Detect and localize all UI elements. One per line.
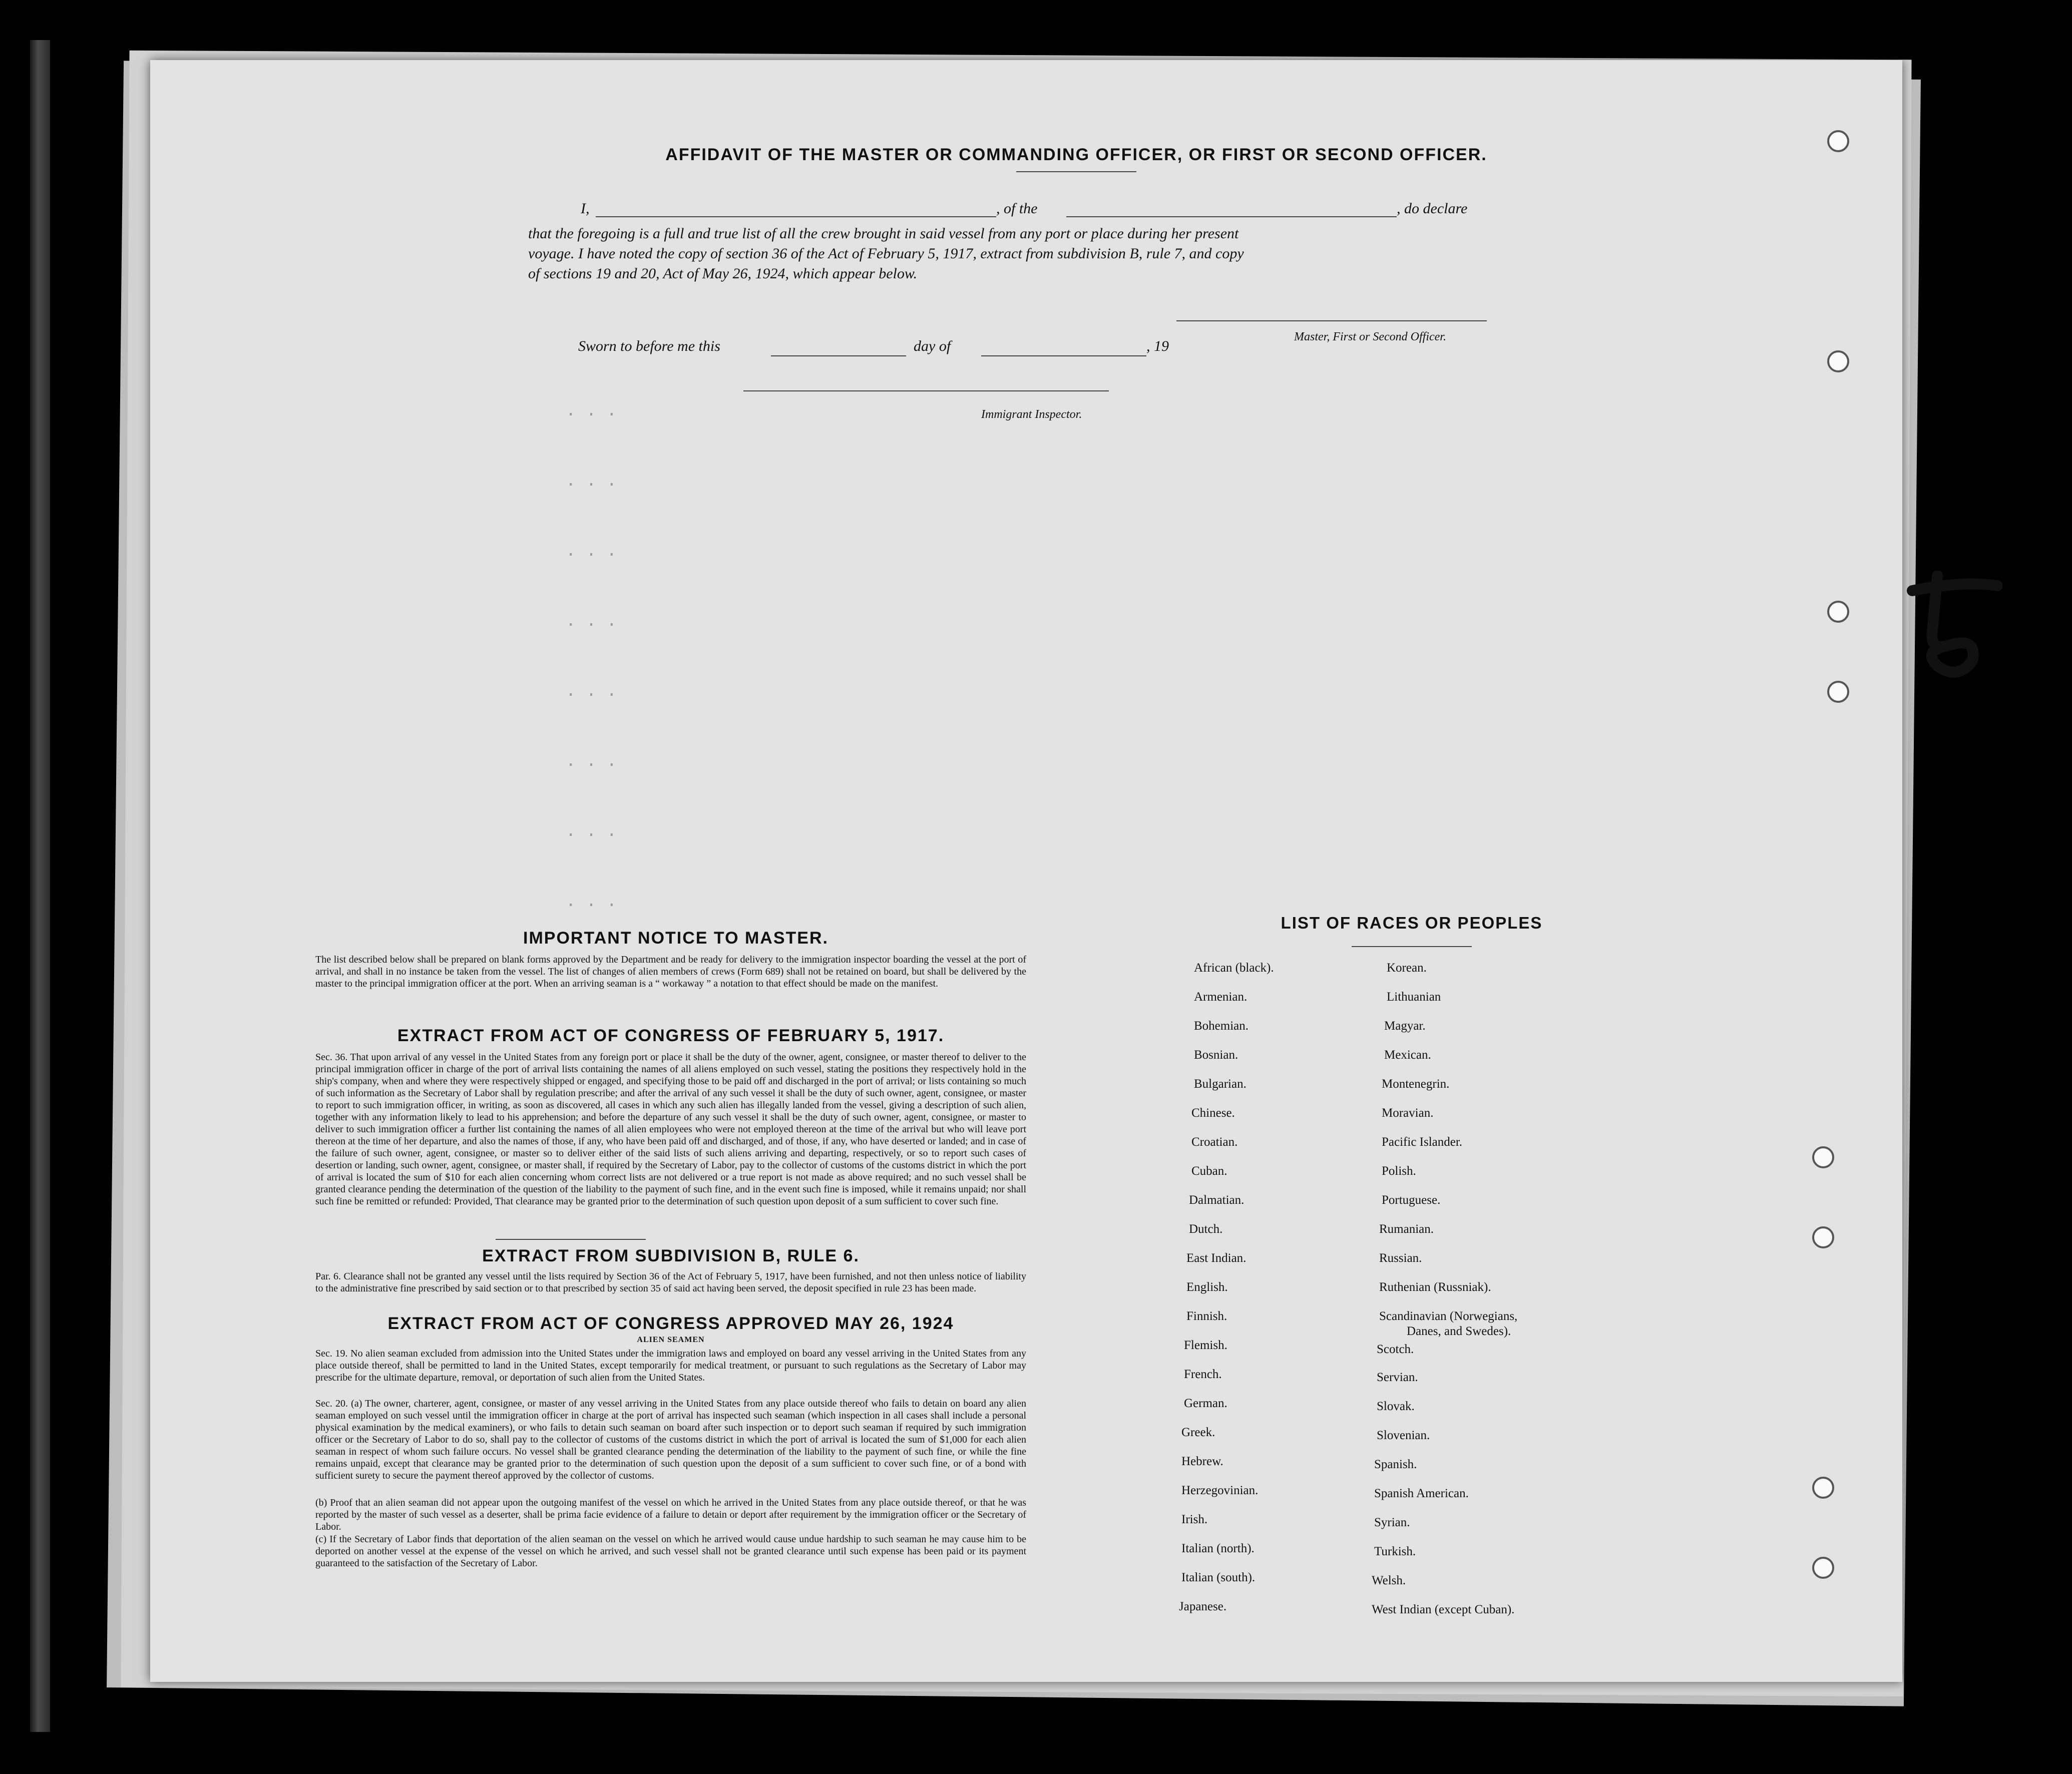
bleed-through-mark: · · ·: [566, 756, 617, 775]
notice-text: The list described below shall be prepared on blank forms approved by the Department and be ready for delivery to the immigration inspector boarding the vessel at the port of arrival, and shall in no instance be taken from the vessel. The list of changes of alien members of crews (Form 689) shall not be retained on board, but shall be delivered by the master to the principal immigration officer at the port. When an arriving seaman is a “ workaway ” a notation to that effect should be made on the manifest.: [315, 954, 1026, 989]
race-item: Finnish.: [1186, 1309, 1227, 1323]
race-item: Cuban.: [1191, 1164, 1227, 1178]
race-item: German.: [1184, 1397, 1227, 1410]
race-item: Hebrew.: [1181, 1455, 1223, 1468]
race-item: Montenegrin.: [1382, 1077, 1450, 1091]
sec-20b-text: (b) Proof that an alien seaman did not appear upon the outgoing manifest of the vessel on which he arrived in the United States from any place outside thereof, or that he was reported by the master of such vessel as a deserter, shall be prima facie evidence of a failure to detain or deport after requirement by the immigration officer or the Secretary of Labor.: [315, 1497, 1026, 1532]
affidavit-text-line-3: of sections 19 and 20, Act of May 26, 1924, which appear below.: [528, 265, 918, 282]
race-item: Italian (south).: [1181, 1571, 1256, 1584]
race-item: West Indian (except Cuban).: [1372, 1603, 1515, 1616]
affidavit-of-the: , of the: [996, 200, 1038, 217]
bleed-through-mark: · · ·: [566, 616, 617, 635]
race-item: Magyar.: [1384, 1019, 1426, 1033]
punch-hole: [1812, 1557, 1834, 1579]
bleed-through-mark: · · ·: [566, 896, 617, 915]
race-item: Polish.: [1382, 1164, 1416, 1178]
race-item: Herzegovinian.: [1181, 1484, 1259, 1497]
race-item: Pacific Islander.: [1382, 1135, 1463, 1149]
punch-hole: [1812, 1477, 1834, 1499]
bleed-through-mark: · · ·: [566, 686, 617, 705]
bleed-through-mark: · · ·: [566, 476, 617, 495]
races-title-rule: [1352, 946, 1472, 947]
sworn-label: Sworn to before me this: [578, 338, 720, 354]
name-blank-line: [596, 216, 996, 217]
race-item: Syrian.: [1374, 1516, 1410, 1529]
race-item: French.: [1184, 1368, 1222, 1381]
race-item: Flemish.: [1184, 1339, 1227, 1352]
race-item: Portuguese.: [1382, 1193, 1441, 1207]
subdivision-text: Par. 6. Clearance shall not be granted any vessel until the lists required by Section 36 of the Act of February 5, 1917, have been furnished, and not then unless notice of liability to the administrative fine prescribed by said section or to that prescribed by section 35 of said act having been served, the deposit specified in rule 23 has been made.: [315, 1271, 1026, 1294]
punch-hole: [1812, 1146, 1834, 1168]
race-item: Croatian.: [1191, 1135, 1238, 1149]
race-item: Slovenian.: [1377, 1429, 1430, 1442]
race-item: Spanish American.: [1374, 1487, 1469, 1500]
punch-hole: [1827, 130, 1849, 152]
handwritten-mark: [1902, 571, 2002, 681]
section-rule: [496, 1239, 646, 1240]
race-item: Rumanian.: [1379, 1222, 1434, 1236]
race-item: Irish.: [1181, 1513, 1208, 1526]
bleed-through-mark: · · ·: [566, 405, 617, 424]
bleed-through-mark: · · ·: [566, 546, 617, 565]
race-item: Korean.: [1387, 961, 1427, 975]
race-item: Spanish.: [1374, 1458, 1417, 1471]
race-item: Servian.: [1377, 1371, 1418, 1384]
race-item: Scotch.: [1377, 1343, 1414, 1356]
sworn-month-line: [981, 355, 1146, 356]
punch-hole: [1827, 601, 1849, 623]
title-rule: [1016, 171, 1136, 172]
race-item: Dalmatian.: [1189, 1193, 1245, 1207]
extract-1924-title: EXTRACT FROM ACT OF CONGRESS APPROVED MAY 26, 1924: [387, 1314, 954, 1333]
signature-line: [1176, 320, 1487, 321]
subdivision-title: EXTRACT FROM SUBDIVISION B, RULE 6.: [482, 1246, 860, 1265]
race-item: Ruthenian (Russniak).: [1379, 1280, 1491, 1294]
punch-hole: [1827, 350, 1849, 372]
extract-1917-text: Sec. 36. That upon arrival of any vessel in the United States from any foreign port or place it shall be the duty of the owner, agent, consignee, or master thereof to deliver to the principal immigration officer in charge of the port of arrival lists containing the names of all aliens employed on such vessel, stating the positions they respectively hold in the ship's company, when and where they were respectively shipped or engaged, and specifying those to be paid off and discharged in the port of arrival; or lists containing so much of such information as the Secretary of Labor shall by regulation prescribe; and after the arrival of any such vessel it shall be the duty of such owner, agent, consignee, or master to report to such immigration officer, in writing, as soon as discovered, all cases in which any such alien has illegally landed from the vessel, giving a description of such alien, together with any information likely to lead to his apprehension; and before the departure of any such vessel it shall be the duty of such owner, agent, consignee, or master to deliver to such immigration officer a further list containing the names of all alien employees who were not employed thereon at the time of the arrival but who will leave port thereon at the time of her departure, and also the names of those, if any, who have been paid off and discharged, and of those, if any, who have deserted or landed; and in case of the failure of such owner, agent, consignee, or master so to deliver either of the said lists of such aliens arriving and departing, respectively, or so to report such cases of desertion or landing, such owner, agent, consignee, or master shall, if required by the Secretary of Labor, pay to the collector of customs of the customs district in which the port of arrival is located the sum of $10 for each alien concerning whom correct lists are not delivered or a true report is not made as above required; and no such vessel shall be granted clearance pending the determination of the question of the liability to the payment of such fine, and in the event such fine is imposed, while it remains unpaid; nor shall such fine be remitted or refunded: Provided, That clearance may be granted prior to the determination of such question upon deposit of a sum sufficient to cover such fine.: [315, 1052, 1026, 1207]
race-item: Welsh.: [1372, 1574, 1406, 1587]
race-item: Slovak.: [1377, 1400, 1415, 1413]
affidavit-do-declare: , do declare: [1397, 200, 1468, 217]
punch-hole: [1827, 681, 1849, 703]
document-page: [150, 60, 1902, 1682]
race-item: Bulgarian.: [1194, 1077, 1247, 1091]
race-item: Mexican.: [1384, 1048, 1431, 1062]
bleed-through-mark: · · ·: [566, 826, 617, 845]
affidavit-text-line-1: that the foregoing is a full and true list of all the crew brought in said vessel from any port or place during her present: [528, 225, 1239, 242]
race-item: Greek.: [1181, 1426, 1215, 1439]
affidavit-i-label: I,: [581, 200, 590, 217]
race-item: Moravian.: [1382, 1106, 1434, 1120]
races-title: LIST OF RACES OR PEOPLES: [1281, 914, 1543, 932]
sec-19-text: Sec. 19. No alien seaman excluded from admission into the United States under the immigration laws and employed on board any vessel arriving in the United States from any place outside thereof, shall be permitted to land in the United States, except temporarily for medical treatment, or pursuant to such regulations as the Secretary of Labor may prescribe for the ultimate departure, removal, or deportation of such alien from the United States.: [315, 1348, 1026, 1383]
race-item: Russian.: [1379, 1251, 1422, 1265]
race-item: East Indian.: [1186, 1251, 1247, 1265]
sec-20c-text: (c) If the Secretary of Labor finds that deportation of the alien seaman on the vessel on which he arrived would cause undue hardship to such seaman he may cause him to be deported on another vessel at the expense of the vessel on which he arrived, and such vessel shall not be granted clearance until such expense has been paid or its payment guaranteed to the satisfaction of the Secretary of Labor.: [315, 1534, 1026, 1569]
vessel-blank-line: [1066, 216, 1397, 217]
notice-title: IMPORTANT NOTICE TO MASTER.: [523, 929, 828, 948]
inspector-signature-line: [743, 390, 1109, 391]
extract-1917-title: EXTRACT FROM ACT OF CONGRESS OF FEBRUARY 5, 1917.: [397, 1026, 945, 1045]
race-item: Dutch.: [1189, 1222, 1223, 1236]
day-of-label: day of: [914, 338, 951, 354]
inspector-caption: Immigrant Inspector.: [981, 408, 1082, 421]
race-item: Turkish.: [1374, 1545, 1416, 1558]
race-item: Scandinavian (Norwegians,: [1379, 1309, 1518, 1323]
race-item: Armenian.: [1194, 990, 1248, 1004]
race-item: Chinese.: [1191, 1106, 1235, 1120]
punch-hole: [1812, 1226, 1834, 1248]
sworn-day-line: [771, 355, 906, 356]
race-item: Bosnian.: [1194, 1048, 1238, 1062]
year-label: , 19: [1146, 338, 1169, 354]
race-item: English.: [1186, 1280, 1228, 1294]
affidavit-text-line-2: voyage. I have noted the copy of section 36 of the Act of February 5, 1917, extract from subdivision B, rule 7, and copy: [528, 245, 1244, 262]
race-item: Japanese.: [1179, 1600, 1227, 1613]
signature-caption: Master, First or Second Officer.: [1294, 330, 1446, 343]
race-item: Italian (north).: [1181, 1542, 1255, 1555]
race-item: Danes, and Swedes).: [1407, 1324, 1511, 1338]
binder-edge: [30, 40, 50, 1732]
race-item: African (black).: [1194, 961, 1274, 975]
affidavit-title: AFFIDAVIT OF THE MASTER OR COMMANDING OFFICER, OR FIRST OR SECOND OFFICER.: [665, 145, 1487, 164]
sec-20a-text: Sec. 20. (a) The owner, charterer, agent, consignee, or master of any vessel arriving in the United States from any place outside thereof who fails to detain on board any alien seaman employed on such vessel until the immigration officer in charge at the port of arrival has inspected such seaman (which inspection in all cases shall include a personal physical examination by the medical examiners), or who fails to detain such seaman on board after such inspection or to deport such seaman if required by such immigration officer or the Secretary of Labor to do so, shall pay to the collector of customs of the customs district in which the port of arrival is located the sum of $1,000 for each alien seaman in respect of whom such failure occurs. No vessel shall be granted clearance pending the determination of the liability to the payment of such fine, or while the fine remains unpaid, except that clearance may be granted prior to the determination of such question upon the deposit of a sum sufficient to cover such fine, or of a bond with sufficient surety to secure the payment thereof approved by the collector of customs.: [315, 1398, 1026, 1481]
alien-seamen-subtitle: ALIEN SEAMEN: [637, 1336, 705, 1344]
race-item: Bohemian.: [1194, 1019, 1249, 1033]
race-item: Lithuanian: [1387, 990, 1441, 1004]
